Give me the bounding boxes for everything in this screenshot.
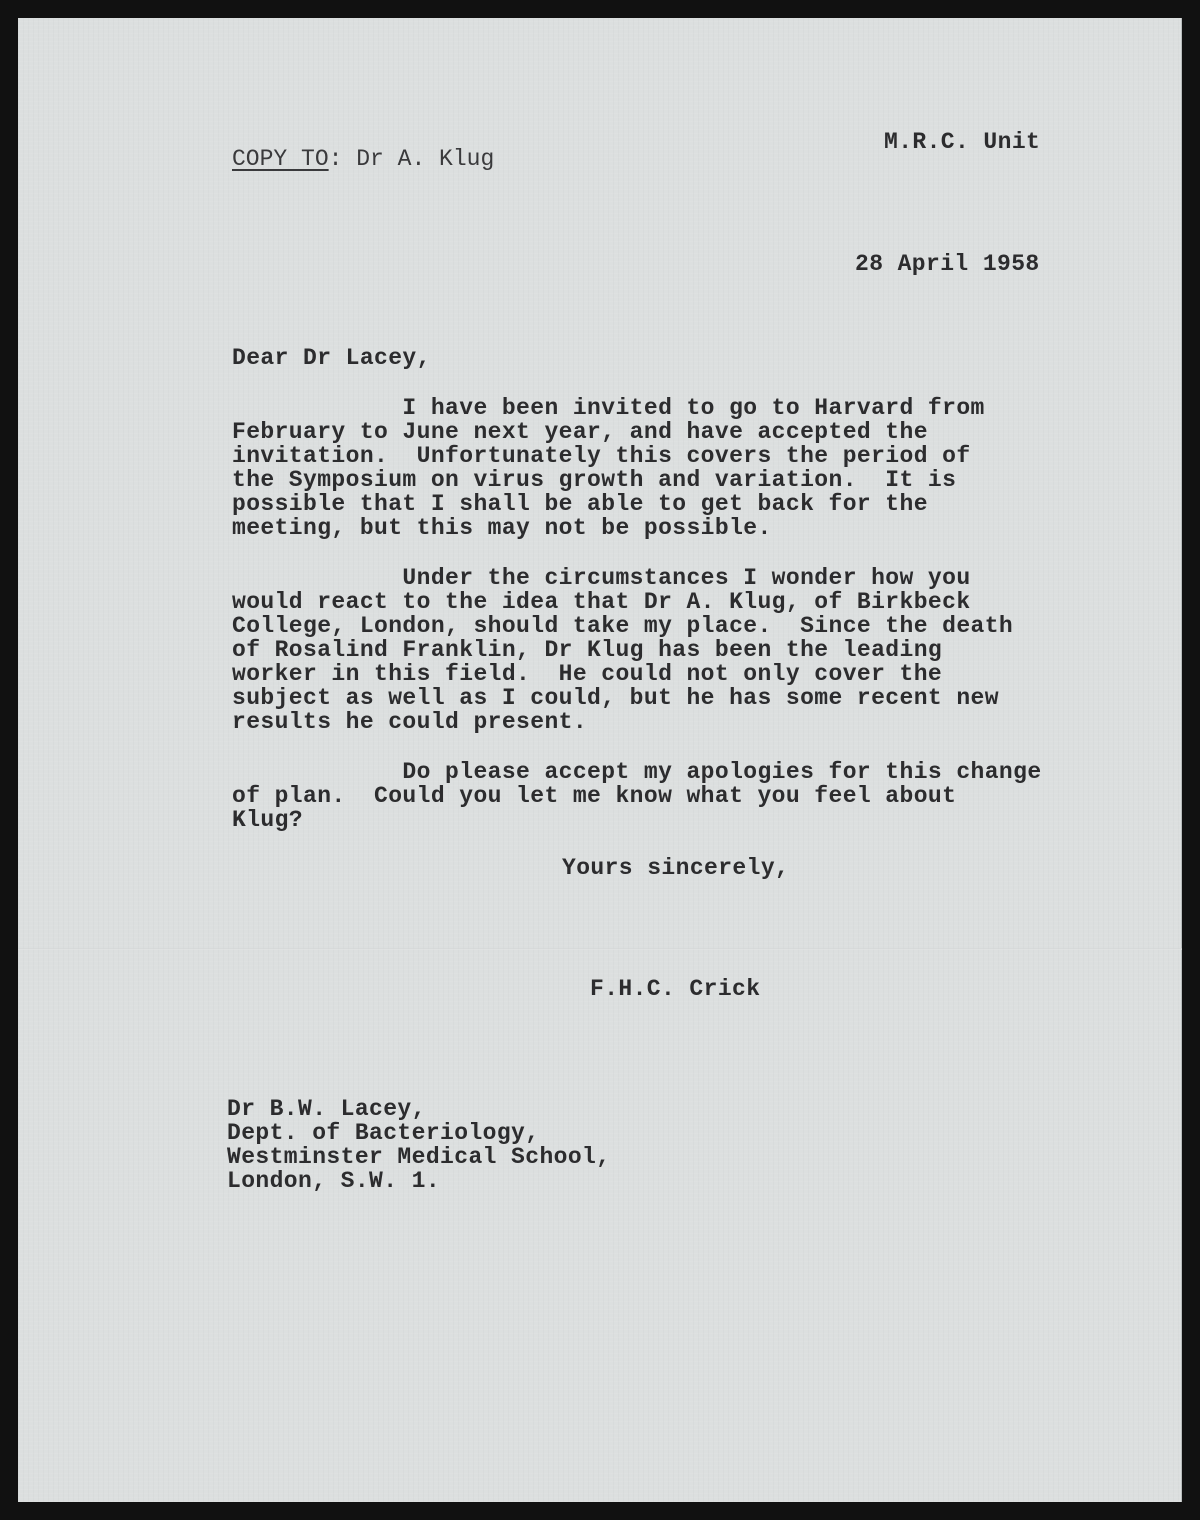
paper-fold-line (18, 948, 1182, 950)
address-line: Westminster Medical School, (227, 1144, 611, 1170)
letter-date: 28 April 1958 (855, 251, 1040, 277)
signature-name: F.H.C. Crick (590, 976, 761, 1002)
body-paragraph-2: Under the circumstances I wonder how you would react to the idea that Dr A. Klug, of Birkbeck College, London, should take my place. Since the death of Rosalind Franklin, Dr Klug has been the leading worker in this field. He could not only cover the subject as well as I could, but he has some recent new results he could present. (232, 565, 1014, 735)
body-paragraph-1: I have been invited to go to Harvard from February to June next year, and have accepted the invitation. Unfortunately this covers the period of the Symposium on virus growth and variation. It is possible that I shall be able to get back for the meeting, but this may not be possible. (232, 395, 985, 541)
copy-to-label: COPY TO (232, 146, 329, 172)
copy-to-name: Dr A. Klug (356, 146, 495, 172)
body-paragraph-3: Do please accept my apologies for this change of plan. Could you let me know what you feel about Klug? (232, 759, 1042, 833)
sender-unit: M.R.C. Unit (884, 129, 1041, 155)
address-line: London, S.W. 1. (227, 1168, 441, 1194)
address-line: Dr B.W. Lacey, (227, 1096, 426, 1122)
salutation: Dear Dr Lacey, (232, 345, 431, 371)
copy-to-line: COPY TO: Dr A. Klug (232, 146, 495, 172)
watermark-ghost-text (380, 870, 398, 920)
closing: Yours sincerely, (562, 855, 790, 881)
address-line: Dept. of Bacteriology, (227, 1120, 540, 1146)
